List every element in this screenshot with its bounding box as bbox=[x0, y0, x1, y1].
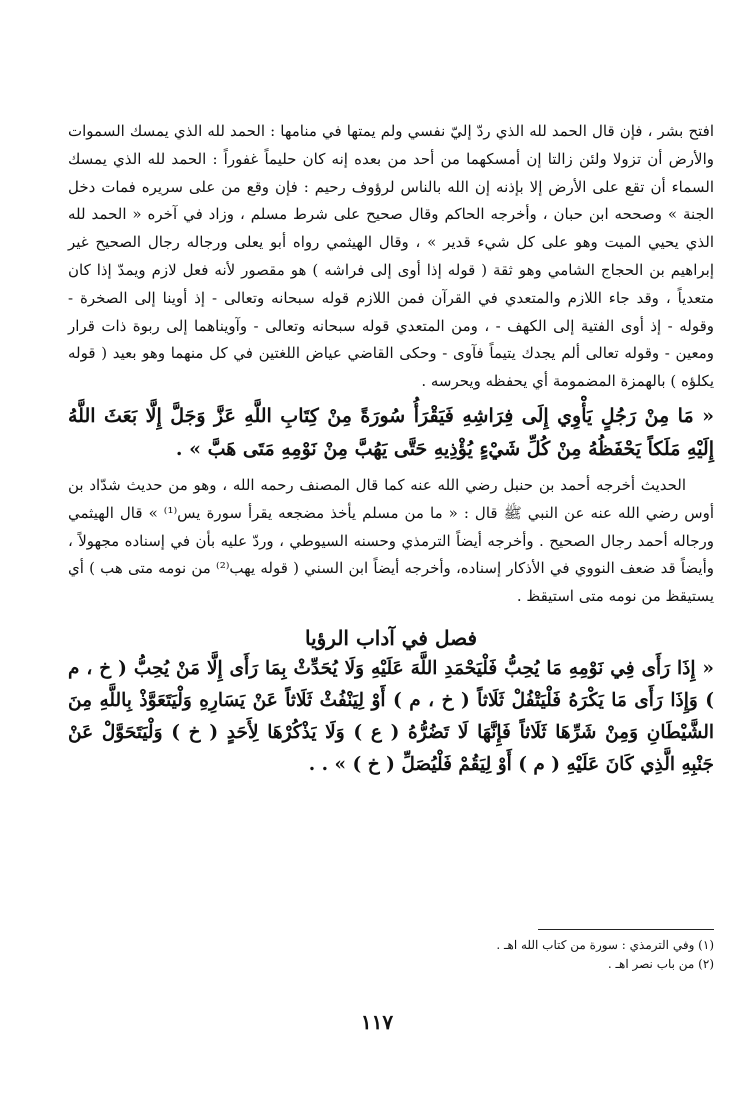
footnote-1: (١) وفي الترمذي : سورة من كتاب الله اهـ . bbox=[496, 938, 714, 952]
hadith-text: « مَا مِنْ رَجُلٍ يَأْوِي إِلَى فِرَاشِهِ فَيَقْرَأُ سُورَةً مِنْ كِتَابِ اللَّهِ عَزَّ وَجَلَّ إِلَّا بَعَثَ اللَّهُ إِلَيْهِ مَلَكاً يَحْفَظُهُ مِنْ كُلِّ شَيْءٍ يُؤْذِيهِ حَتَّى يَهُبَّ مِنْ نَوْمِهِ مَتَى هَبَّ » . bbox=[68, 404, 714, 460]
footnote-divider bbox=[538, 929, 714, 930]
commentary-paragraph-2: الحديث أخرجه أحمد بن حنبل رضي الله عنه كما قال المصنف رحمه الله ، وهو من حديث شدّاد بن أوس رضي الله عنه عن النبي ﷺ قال : « ما من مسلم يأخذ مضجعه يقرأ سورة يس⁽¹⁾ » قال الهيثمي ورجاله أحمد رجال الصحيح . وأخرجه أيضاً الترمذي وحسنه السيوطي ، وردّ عليه بأن في إسناده مجهولاً ، وأيضاً قد ضعف النووي في الأذكار إسناده، وأخرجه أيضاً ابن السني ( قوله يهب⁽²⁾ من نومه متى هب ) أي يستيقظ من نومه متى استيقظ . bbox=[68, 475, 714, 606]
section-title: فصل في آداب الرؤيا bbox=[304, 625, 478, 650]
footnote-2: (٢) من باب نصر اهـ . bbox=[607, 957, 714, 971]
main-text bbox=[68, 118, 714, 781]
footnotes bbox=[68, 936, 714, 974]
commentary-paragraph: افتح بشر ، فإن قال الحمد لله الذي ردّ إليّ نفسي ولم يمتها في منامها : الحمد لله الذي يمسك السموات والأرض أن تزولا ولئن زالتا إن أمسكهما من أحد من بعده إنه كان حليماً غفوراً : الحمد لله الذي يمسك السماء أن تقع على الأرض إلا بإذنه إن الله بالناس لرؤوف رحيم : فإن وقع من على سريره فمات دخل الجنة » وصححه ابن حبان ، وأخرجه الحاكم وقال صحيح على شرط مسلم ، وزاد في آخره « الحمد لله الذي يحيي الميت وهو على كل شيء قدير » ، وقال الهيثمي رواه أبو يعلى ورجاله رجال الصحيح غير إبراهيم بن الحجاج الشامي وهو ثقة ( قوله إذا أوى إلى فراشه ) هو مقصور لأنه فعل لازم ويمدّ إذا كان متعدياً ، وقد جاء اللازم والمتعدي في القرآن فمن اللازم قوله سبحانه وتعالى - إذ أوينا إلى الصخرة - وقوله - إذ أوى الفتية إلى الكهف - ، ومن المتعدي قوله سبحانه وتعالى - وآويناهما إلى ربوة ذات قرار ومعين - وقوله تعالى ألم يجدك يتيماً فآوى - وحكى القاضي عياض اللغتين في كل منهما وهو بعيد ( قوله يكلؤه ) بالهمزة المضمومة أي يحفظه ويحرسه . bbox=[68, 122, 714, 391]
section-body: « إِذَا رَأَى فِي نَوْمِهِ مَا يُحِبُّ فَلْيَحْمَدِ اللَّهَ عَلَيْهِ وَلَا يُحَدِّثْ بِمَا رَأَى إِلَّا مَنْ يُحِبُّ ( خ ، م ) وَإِذَا رَأَى مَا يَكْرَهُ فَلْيَتْفُلْ ثَلَاثاً ( خ ، م ) أَوْ لِيَنْفُثْ ثَلَاثاً عَنْ يَسَارِهِ وَلْيَتَعَوَّذْ بِاللَّهِ مِنَ الشَّيْطَانِ وَمِنْ شَرِّهَا ثَلَاثاً فَإِنَّهَا لَا تَضُرُّهُ ( ع ) وَلَا يَذْكُرْهَا لِأَحَدٍ ( خ ) وَلْيَتَحَوَّلْ عَنْ جَنْبِهِ الَّذِي كَانَ عَلَيْهِ ( م ) أَوْ لِيَقُمْ فَلْيُصَلِّ ( خ ) » . . bbox=[68, 657, 714, 775]
page-number: ١١٧ bbox=[360, 1010, 394, 1034]
